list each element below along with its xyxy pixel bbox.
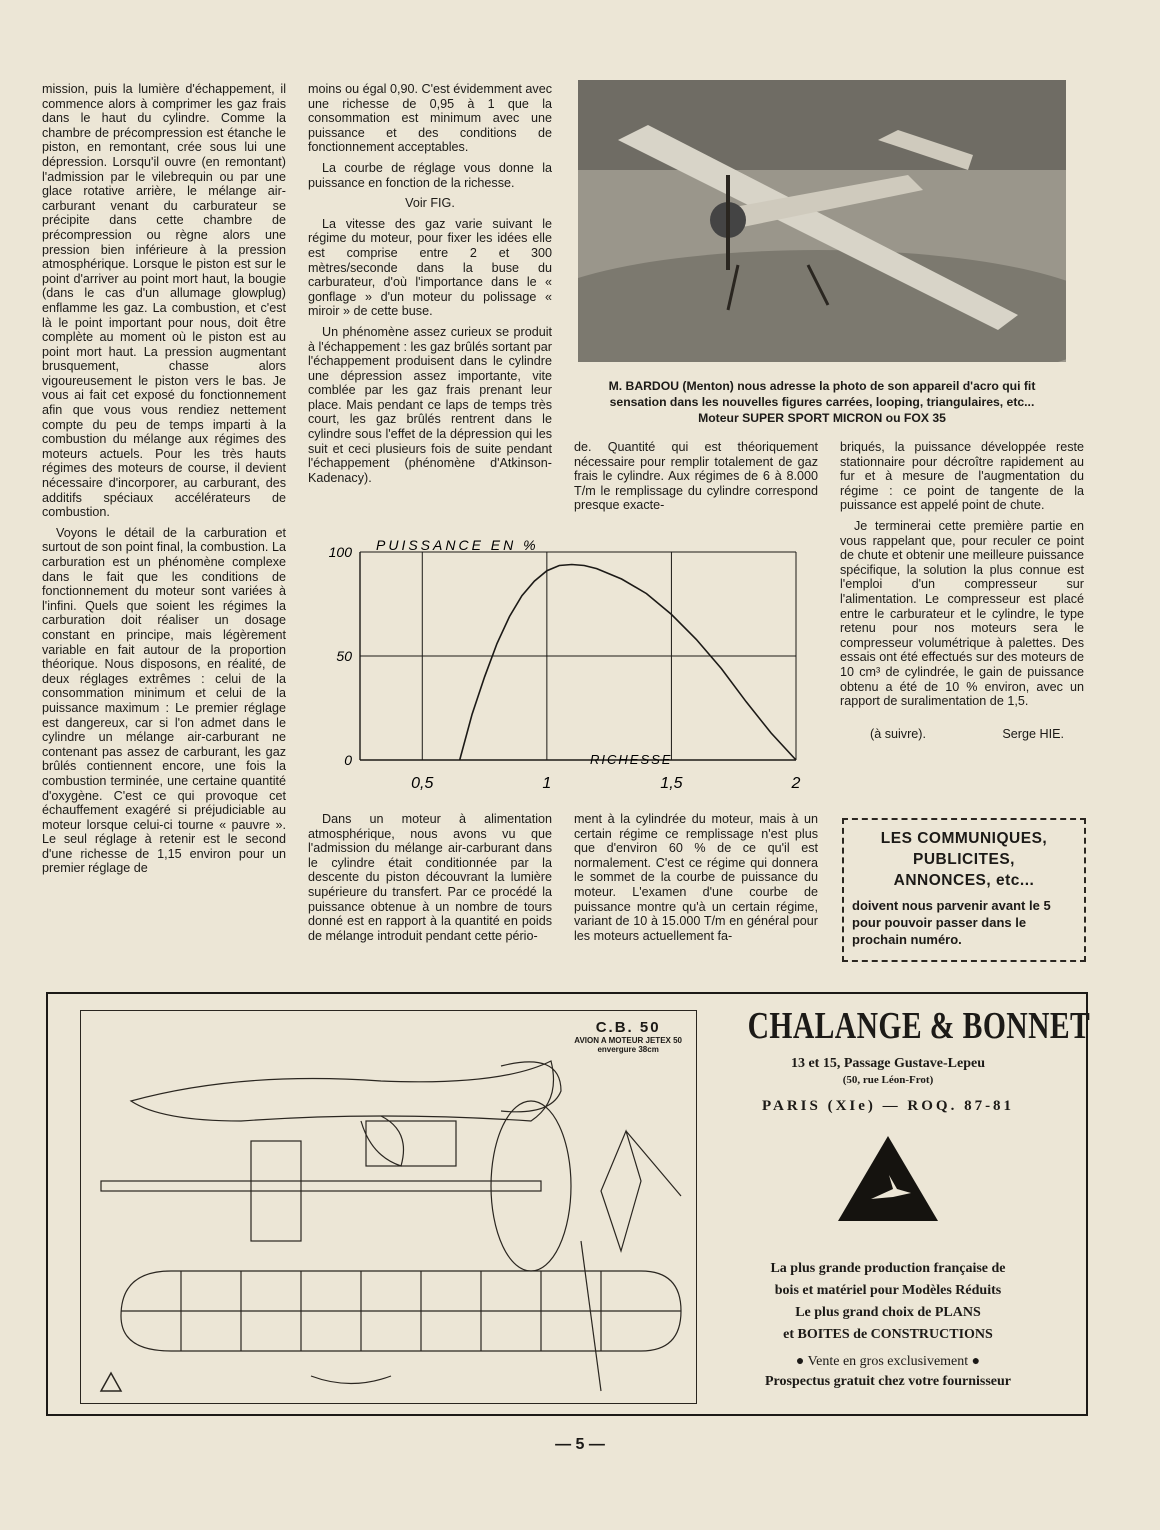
photo-caption — [568, 378, 1076, 426]
article-paragraph: La vitesse des gaz varie suivant le régime du moteur, pour fixer les idées elle est comprise entre 2 et 300 mètres/seconde dans la buse du carburateur, d'où l'importance dans le « gonflage » d'un moteur du polissage « miroir » de cette buse. — [308, 216, 552, 319]
article-paragraph: briqués, la puissance développée reste stationnaire pour décroître rapidement au fur et à mesure de l'augmentation du régime : ce point de tangente de la puissance est appelé point de chute. — [840, 440, 1084, 513]
article-column-1 — [42, 82, 286, 882]
figure-reference: Voir FIG. — [405, 196, 455, 211]
plan-title-block — [574, 1019, 682, 1054]
notice-box — [842, 818, 1086, 962]
shop-tagline: Le plus grand choix de PLANS — [795, 1305, 981, 1320]
power-richness-chart — [318, 530, 808, 800]
chart-xlabel: RICHESSE — [590, 752, 673, 767]
article-paragraph: Un phénomène assez curieux se produit à l'échappement : les gaz brûlés sortant par l'échappement produisent dans le cylindre une dépression assez importante, vite comblée par les gaz frais prenant leur place. Mais pendant ce laps de temps très court, les gaz brûlés rentrent dans le cylindre sous l'effet de la dépression qui les suit et ceci plusieurs fois de suite pendant l'échappement (phénomène d'Atkinson-Kadenacy). — [308, 324, 552, 485]
triangle-logo-icon — [833, 1131, 943, 1231]
article-column-2-lower — [308, 812, 552, 949]
y-tick-label: 0 — [344, 752, 352, 768]
prospectus-line: Prospectus gratuit chez votre fournisseur — [765, 1374, 1011, 1389]
model-plan-drawing — [80, 1010, 697, 1404]
bullet-icon: ● — [971, 1354, 981, 1369]
model-airplane-photo — [578, 80, 1066, 362]
article-paragraph: moins ou égal 0,90. C'est évidemment avec une richesse de 0,95 à 1 que la consommation est minimum avec une puissance et des conditions de fonctionnement acceptables. — [308, 82, 552, 155]
y-tick-label: 100 — [328, 544, 352, 560]
to-be-continued: (à suivre). — [870, 726, 926, 741]
author-name: Serge HIE. — [1002, 726, 1064, 741]
plan-subtitle: AVION A MOTEUR JETEX 50 — [574, 1036, 682, 1045]
x-tick-label: 1 — [542, 775, 552, 792]
plan-title: C.B. 50 — [595, 1019, 661, 1036]
shop-name: CHALANGE & BONNET — [747, 1005, 1091, 1047]
airplane-illustration — [578, 80, 1066, 362]
article-paragraph: de. Quantité qui est théoriquement nécessaire pour remplir totalement de gaz frais le cylindre. Aux régimes de 6 à 8.000 T/m le remplissage du cylindre correspond presque exacte- — [574, 440, 818, 513]
x-tick-label: 0,5 — [411, 775, 434, 792]
x-tick-label: 1,5 — [660, 775, 683, 792]
shop-tagline: La plus grande production française de — [770, 1261, 1006, 1276]
notice-line: PUBLICITES, — [913, 851, 1015, 868]
article-column-3-upper — [574, 440, 818, 519]
article-paragraph: mission, puis la lumière d'échappement, il commence alors à comprimer les gaz frais dans le haut du cylindre. Comme la chambre de précompression est étanche le piston, en remontant, crée sous lui une dépression. Lorsqu'il ouvre (en remontant) l'admission par le vilebrequin ou par une glace rotative arrière, le mélange air-carburant venant du carburateur se précipite dans cette chambre de précompression ou règne alors une pression bien inférieure à la pression atmosphérique. Lorsque le piston est sur le point d'arriver au point mort haut, la bougie (dans le cas d'un allumage glowplug) enflamme les gaz. La combustion, et c'est là le point important pour nous, doit être complète au moment où le piston est au point mort haut. La pression augmentant brusquement, chasse alors vigoureusement le piston vers le bas. Je vous ai fait cet exposé du fonctionnement afin que vous vous rendiez nettement compte du peu de temps imparti à la combustion du mélange aux régimes des moteurs actuels. Pour les très hauts régimes des moteurs de course, il devient nécessaire d'incorporer, au carburant, des additifs spéciaux accélérateurs de combustion. — [42, 82, 286, 520]
article-paragraph: Je terminerai cette première partie en vous rappelant que, pour reculer ce point de chute et obtenir une meilleure puissance spécifique, la solution la plus connue est l'emploi d'un compresseur sur l'alimentation. Le compresseur est placé entre le carburateur et le cylindre, le type retenu pour nos moteurs sera le compresseur volumétrique à palettes. Des essais ont été effectués sur des moteurs de 10 cm³ de cylindrée, le gain de puissance obtenu a été de 10 % environ, avec un rapport de suralimentation de 1,5. — [840, 518, 1084, 709]
shop-tagline: bois et matériel pour Modèles Réduits — [774, 1283, 1002, 1298]
bullet-icon: ● — [795, 1354, 805, 1369]
chart-ylabel: PUISSANCE EN % — [376, 537, 539, 553]
page-number: — 5 — — [555, 1436, 605, 1453]
article-column-2 — [308, 82, 552, 491]
shop-advert — [708, 1004, 1091, 1390]
notice-line: ANNONCES, etc... — [893, 872, 1035, 889]
caption-line: sensation dans les nouvelles figures carrées, looping, triangulaires, etc... — [609, 395, 1035, 409]
article-paragraph: La courbe de réglage vous donne la puissance en fonction de la richesse. — [308, 160, 552, 190]
y-tick-label: 50 — [336, 648, 352, 664]
notice-line: LES COMMUNIQUES, — [880, 830, 1048, 847]
article-paragraph: Dans un moteur à alimentation atmosphérique, nous avons vu que l'admission du mélange air-carburant dans le cylindre était conditionnée par la descente du piston découvrant la lumière supérieure du transfert. Par ce procédé la puissance obtenue à un nombre de tours donné est en rapport à la quantité en poids de mélange introduit pendant cette pério- — [308, 812, 552, 943]
wholesale-text: Vente en gros exclusivement — [807, 1354, 969, 1369]
plan-lines — [81, 1011, 696, 1403]
x-tick-label: 2 — [791, 775, 801, 792]
advertisement — [46, 992, 1091, 1416]
chart-ticks — [329, 544, 801, 792]
article-paragraph: Voyons le détail de la carburation et surtout de son point final, la combustion. La carburation est un phénomène complexe dans le fait que les conditions de fonctionnement du moteur sont variées à l'infini. Quels que soient les régimes la carburation doit réaliser un dosage constant en principe, mais légèrement variable en fait autour de la proportion théorique. Nous disposons, en réalité, de deux réglages extrêmes : celui de la consommation minimum et celui de la puissance maximum : Le premier réglage est dangereux, car si l'on admet dans le cylindre un mélange air-carburant ne contenant pas assez de carburant, les gaz brûlés contiennent encore, une fois la combustion terminée, une certaine quantité d'oxygène. C'est ce qui provoque cet échauffement exagéré si préjudiciable au moteur lorsque celui-ci tourne « pauvre ». Le seul réglage à retenir est le second d'une richesse de 1,15 environ pour un premier réglage de — [42, 525, 286, 876]
power-curve — [460, 565, 796, 761]
shop-address: 13 et 15, Passage Gustave-Lepeu — [790, 1056, 986, 1071]
plan-subtitle-2: envergure 38cm — [597, 1045, 659, 1054]
shop-city-phone: PARIS (XIe) — ROQ. 87-81 — [761, 1098, 1015, 1114]
wholesale-line — [708, 1354, 1068, 1370]
caption-line: M. BARDOU (Menton) nous adresse la photo de son appareil d'acro qui fit — [608, 379, 1036, 393]
chart-grid — [360, 552, 796, 760]
shop-tagline: et BOITES de CONSTRUCTIONS — [783, 1327, 993, 1342]
article-column-3-lower — [574, 812, 818, 949]
article-column-4 — [840, 440, 1084, 741]
notice-body: doivent nous parvenir avant le 5 pour pouvoir passer dans le prochain numéro. — [852, 898, 1051, 947]
article-paragraph: ment à la cylindrée du moteur, mais à un certain régime ce remplissage n'est plus que d'environ 60 % de ce qu'il est normalement. C'est ce régime qui donnera le sommet de la courbe de puissance du moteur. L'examen d'une courbe de puissance montre qu'à un certain régime, variant de 10 à 15.000 T/m en général pour les moteurs actuellement fa- — [574, 812, 818, 943]
caption-line: Moteur SUPER SPORT MICRON ou FOX 35 — [698, 411, 946, 425]
shop-address-2: (50, rue Léon-Frot) — [842, 1074, 934, 1086]
